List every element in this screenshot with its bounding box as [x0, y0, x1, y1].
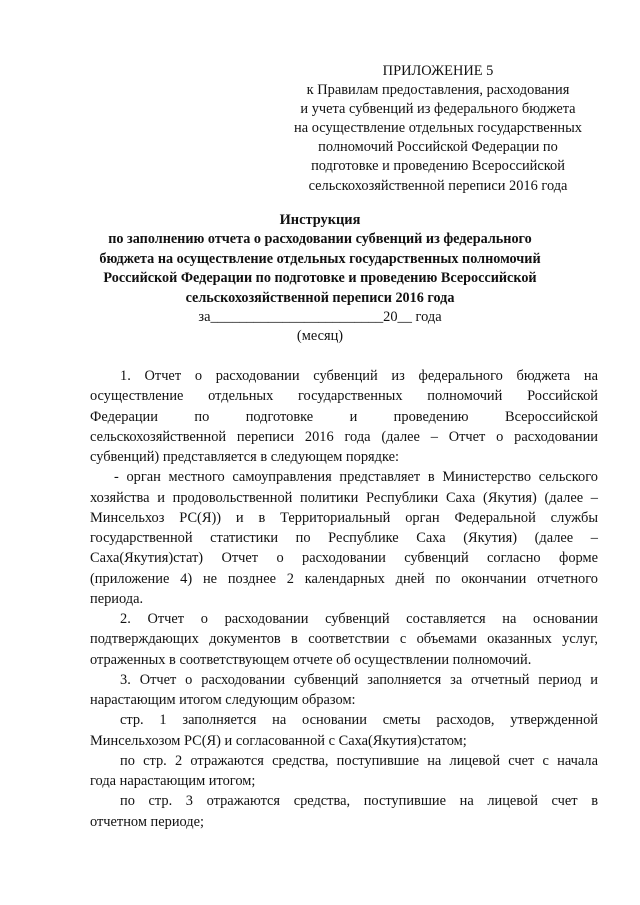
paragraph-line: подтверждающих документов в соответствии с объемами оказанных услуг,: [90, 631, 598, 648]
paragraph-line: Федерации по подготовке и проведению Всероссийской: [90, 408, 598, 425]
instruction-title: Инструкция: [279, 212, 361, 228]
instruction-subtitle-line: бюджета на осуществление отдельных государственных полномочий: [99, 250, 541, 267]
instruction-subtitle-line: Российской Федерации по подготовке и проведению Всероссийской: [103, 270, 537, 287]
appendix-line: сельскохозяйственной переписи 2016 года: [308, 177, 568, 194]
instruction-subtitle-line: сельскохозяйственной переписи 2016 года: [185, 289, 455, 306]
paragraph-line: отчетном периоде;: [90, 813, 205, 830]
paragraph-line: Минсельхозом РС(Я) и согласованной с Саха(Якутия)статом;: [90, 732, 467, 749]
appendix-title: ПРИЛОЖЕНИЕ 5: [382, 63, 494, 79]
paragraph-line: периода.: [90, 590, 144, 607]
paragraph-line: - орган местного самоуправления представляет в Министерство сельского: [114, 469, 598, 486]
paragraph-line: осуществление отдельных государственных полномочий Российской: [90, 388, 598, 405]
paragraph-2: [90, 609, 598, 670]
paragraph-line: по стр. 2 отражаются средства, поступившие на лицевой счет с начала: [120, 752, 598, 769]
paragraph-line: по стр. 3 отражаются средства, поступившие на лицевой счет в: [120, 793, 598, 810]
paragraph-line: года нарастающим итогом;: [90, 773, 256, 789]
paragraph-line: 2. Отчет о расходовании субвенций составляется на основании: [120, 611, 598, 627]
paragraph-line: 3. Отчет о расходовании субвенций заполняется за отчетный период и: [120, 671, 598, 688]
instruction-heading: [80, 211, 560, 347]
paragraph-row-2: [90, 751, 598, 792]
paragraph-line: стр. 1 заполняется на основании сметы расходов, утвержденной: [120, 712, 598, 729]
paragraph-1: [90, 366, 598, 467]
appendix-line: к Правилам предоставления, расходования: [306, 82, 570, 99]
paragraph-line: государственной статистики по Республике Саха (Якутия) (далее –: [90, 530, 598, 546]
instruction-subtitle-line: по заполнению отчета о расходовании субвенций из федерального: [108, 231, 532, 248]
paragraph-row-3: [90, 791, 598, 832]
paragraph-line: нарастающим итогом следующим образом:: [90, 692, 356, 708]
period-line: за________________________20__ года: [198, 309, 442, 326]
appendix-header: [278, 62, 598, 196]
period-hint: (месяц): [296, 328, 344, 345]
paragraph-line: Минсельхоз РС(Я)) и в Территориальный орган Федеральной службы: [90, 509, 598, 526]
appendix-line: полномочий Российской Федерации по: [318, 139, 558, 156]
paragraph-line: отраженных в соответствующем отчете об осуществлении полномочий.: [90, 651, 532, 668]
instruction-body: [90, 366, 598, 832]
paragraph-row-1: [90, 710, 598, 751]
paragraph-line: Саха(Якутия)стат) Отчет о расходовании субвенций согласно форме: [90, 550, 598, 567]
paragraph-line: 1. Отчет о расходовании субвенций из федерального бюджета на: [120, 368, 598, 384]
paragraph-line: (приложение 4) не позднее 2 календарных дней по окончании отчетного: [90, 570, 598, 587]
paragraph-line: сельскохозяйственной переписи 2016 года (далее – Отчет о расходовании: [90, 428, 598, 445]
paragraph-dash: [90, 467, 598, 609]
appendix-line: подготовке и проведению Всероссийской: [311, 158, 565, 175]
appendix-line: на осуществление отдельных государственных: [294, 120, 582, 137]
paragraph-line: субвенций) представляется в следующем порядке:: [90, 449, 399, 465]
appendix-line: и учета субвенций из федерального бюджета: [300, 101, 576, 118]
paragraph-line: хозяйства и продовольственной политики Республики Саха (Якутия) (далее –: [90, 489, 598, 506]
paragraph-3: [90, 670, 598, 711]
